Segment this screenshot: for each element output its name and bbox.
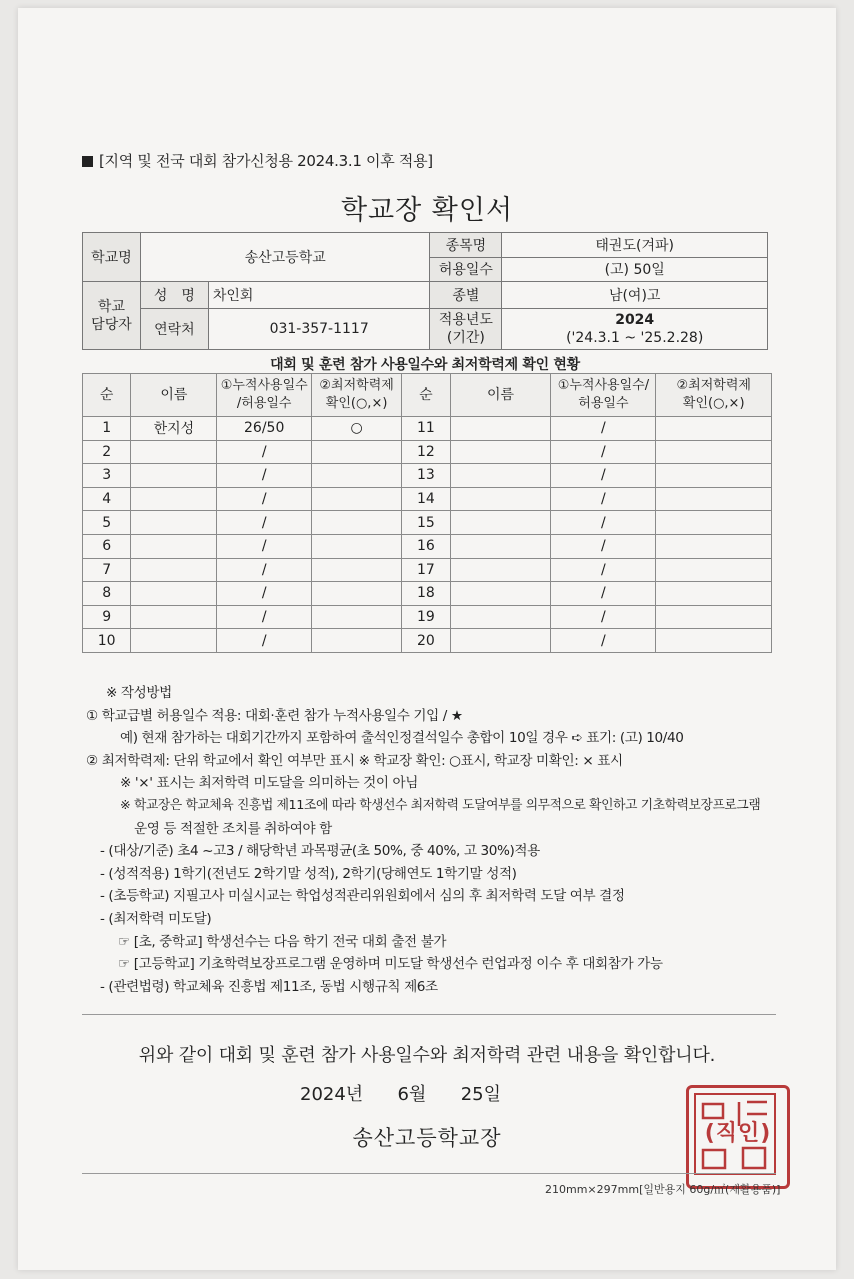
method-line: - (관련법령) 학교체육 진흥법 제11조, 동법 시행규칙 제6조 xyxy=(100,978,438,995)
name-label: 성 명 xyxy=(140,282,208,309)
method-line: - (초등학교) 지필고사 미실시교는 학업성적관리위원회에서 심의 후 최저학력 도달 여부 결정 xyxy=(100,888,625,905)
method-line: ① 학교급별 허용일수 적용: 대회·훈련 참가 누적사용일수 기입 / ★ xyxy=(86,707,463,724)
header-note xyxy=(82,150,433,171)
min-academic-check xyxy=(656,440,772,464)
student-name xyxy=(131,487,217,511)
row-number: 1 xyxy=(83,417,131,441)
used-days: / xyxy=(551,558,656,582)
date-month: 6월 xyxy=(397,1084,427,1105)
min-academic-check xyxy=(656,558,772,582)
row-number: 9 xyxy=(83,605,131,629)
min-academic-check xyxy=(656,487,772,511)
table-row xyxy=(83,487,772,511)
table-row xyxy=(83,464,772,488)
min-academic-check xyxy=(311,487,401,511)
used-days: / xyxy=(551,464,656,488)
row-number: 5 xyxy=(83,511,131,535)
allowed-days-value: (고) 50일 xyxy=(502,257,768,282)
row-number: 13 xyxy=(402,464,450,488)
document-title: 학교장 확인서 xyxy=(340,195,514,226)
table-row xyxy=(83,440,772,464)
method-line: ※ 학교장은 학교체육 진흥법 제11조에 따라 학생선수 최저학력 도달여부를 의무적으로 확인하고 기초학력보장프로그램 xyxy=(120,797,761,813)
table-row xyxy=(83,629,772,653)
school-value: 송산고등학교 xyxy=(140,233,430,282)
used-days: / xyxy=(551,582,656,606)
row-number: 7 xyxy=(83,558,131,582)
row-number: 15 xyxy=(402,511,450,535)
min-academic-check xyxy=(656,605,772,629)
row-number: 19 xyxy=(402,605,450,629)
student-name xyxy=(131,629,217,653)
min-academic-check xyxy=(311,464,401,488)
used-days: 26/50 xyxy=(217,417,312,441)
method-line: ☞ [초, 중학교] 학생선수는 다음 학기 전국 대회 출전 불가 xyxy=(118,933,447,950)
method-heading: ※ 작성방법 xyxy=(106,685,172,701)
student-name xyxy=(131,605,217,629)
table-row xyxy=(83,582,772,606)
participation-table xyxy=(82,373,772,653)
event-label: 종목명 xyxy=(430,233,502,258)
min-academic-check xyxy=(311,511,401,535)
min-academic-check xyxy=(311,534,401,558)
used-days: / xyxy=(551,629,656,653)
event-value: 태권도(겨파) xyxy=(502,233,768,258)
min-academic-check xyxy=(656,417,772,441)
category-label: 종별 xyxy=(430,282,502,309)
used-days: / xyxy=(217,629,312,653)
contact-label: 연락처 xyxy=(140,309,208,350)
period-value: ('24.3.1 ~ '25.2.28) xyxy=(566,330,704,346)
col-header: 이름 xyxy=(131,374,217,417)
used-days: / xyxy=(217,534,312,558)
confirmation-text: 위와 같이 대회 및 훈련 참가 사용일수와 최저학력 관련 내용을 확인합니다. xyxy=(138,1045,716,1066)
used-days: / xyxy=(551,417,656,441)
min-academic-check: ○ xyxy=(311,417,401,441)
col-header: ②최저학력제 확인(○,×) xyxy=(311,374,401,417)
method-line: ② 최저학력제: 단위 학교에서 확인 여부만 표시 ※ 학교장 확인: ○표시, 학교장 미확인: × 표시 xyxy=(86,752,623,769)
used-days: / xyxy=(551,440,656,464)
student-name xyxy=(131,558,217,582)
min-academic-check xyxy=(311,558,401,582)
student-name xyxy=(450,487,551,511)
min-academic-check xyxy=(656,629,772,653)
student-name xyxy=(131,440,217,464)
table-row xyxy=(83,417,772,441)
header-note-text: [지역 및 전국 대회 참가신청용 2024.3.1 이후 적용] xyxy=(99,152,433,170)
info-table xyxy=(82,232,768,350)
name-value: 차인회 xyxy=(208,282,430,309)
student-name xyxy=(450,558,551,582)
student-name xyxy=(450,511,551,535)
col-header: ②최저학력제 확인(○,×) xyxy=(656,374,772,417)
col-header: ①누적사용일수/ 허용일수 xyxy=(551,374,656,417)
row-number: 8 xyxy=(83,582,131,606)
min-academic-check xyxy=(311,582,401,606)
issue-date xyxy=(300,1080,501,1106)
row-number: 10 xyxy=(83,629,131,653)
method-line: - (최저학력 미도달) xyxy=(100,910,212,927)
school-label: 학교명 xyxy=(83,233,141,282)
used-days: / xyxy=(217,464,312,488)
col-header: ①누적사용일수 /허용일수 xyxy=(217,374,312,417)
method-line: ※ '×' 표시는 최저학력 미도달을 의미하는 것이 아님 xyxy=(120,775,418,792)
year-label: 적용년도 (기간) xyxy=(430,309,502,350)
method-line: - (성적적용) 1학기(전년도 2학기말 성적), 2학기(당해연도 1학기말 성적) xyxy=(100,865,517,882)
min-academic-check xyxy=(656,582,772,606)
table-row xyxy=(83,605,772,629)
used-days: / xyxy=(217,440,312,464)
method-line: ☞ [고등학교] 기초학력보장프로그램 운영하며 미도달 학생선수 런업과정 이수 후 대회참가 가능 xyxy=(118,956,663,973)
seal-text: (직인) xyxy=(704,1121,772,1146)
row-number: 2 xyxy=(83,440,131,464)
min-academic-check xyxy=(656,464,772,488)
min-academic-check xyxy=(311,440,401,464)
square-bullet-icon xyxy=(82,156,93,167)
col-header: 이름 xyxy=(450,374,551,417)
date-year: 2024년 xyxy=(300,1084,364,1105)
student-name xyxy=(131,534,217,558)
row-number: 4 xyxy=(83,487,131,511)
row-number: 11 xyxy=(402,417,450,441)
paper-size-note: 210mm×297mm[일반용지 60g/㎡(재활용품)] xyxy=(545,1183,781,1196)
method-line: - (대상/기준) 초4 ~고3 / 해당학년 과목평균(초 50%, 중 40%, 고 30%)적용 xyxy=(100,843,540,860)
used-days: / xyxy=(217,582,312,606)
min-academic-check xyxy=(311,605,401,629)
writing-method xyxy=(86,682,761,998)
student-name xyxy=(450,582,551,606)
table-header-row xyxy=(83,374,772,417)
table-row xyxy=(83,511,772,535)
row-number: 18 xyxy=(402,582,450,606)
used-days: / xyxy=(551,534,656,558)
section-title: 대회 및 훈련 참가 사용일수와 최저학력제 확인 현황 xyxy=(270,357,580,373)
method-line: 운영 등 적절한 조치를 취하여야 함 xyxy=(134,820,332,837)
min-academic-check xyxy=(656,511,772,535)
used-days: / xyxy=(217,605,312,629)
row-number: 20 xyxy=(402,629,450,653)
row-number: 14 xyxy=(402,487,450,511)
student-name: 한지성 xyxy=(131,417,217,441)
student-name xyxy=(450,534,551,558)
principal-name: 송산고등학교장 xyxy=(352,1126,502,1150)
student-name xyxy=(450,464,551,488)
contact-value: 031-357-1117 xyxy=(208,309,430,350)
col-header: 순 xyxy=(402,374,450,417)
min-academic-check xyxy=(656,534,772,558)
col-header: 순 xyxy=(83,374,131,417)
row-number: 12 xyxy=(402,440,450,464)
row-number: 16 xyxy=(402,534,450,558)
row-number: 6 xyxy=(83,534,131,558)
table-row xyxy=(83,558,772,582)
student-name xyxy=(450,417,551,441)
manager-label: 학교 담당자 xyxy=(83,282,141,350)
row-number: 3 xyxy=(83,464,131,488)
student-name xyxy=(450,605,551,629)
used-days: / xyxy=(217,487,312,511)
student-name xyxy=(131,464,217,488)
date-day: 25일 xyxy=(460,1084,502,1105)
method-line: 예) 현재 참가하는 대회기간까지 포함하여 출석인정결석일수 총합이 10일 경우 ➪ 표기: (고) 10/40 xyxy=(120,730,684,747)
min-academic-check xyxy=(311,629,401,653)
row-number: 17 xyxy=(402,558,450,582)
student-name xyxy=(450,629,551,653)
year-value: 2024 xyxy=(615,312,655,328)
student-name xyxy=(131,511,217,535)
category-value: 남(여)고 xyxy=(502,282,768,309)
table-row xyxy=(83,534,772,558)
student-name xyxy=(450,440,551,464)
used-days: / xyxy=(217,511,312,535)
allowed-days-label: 허용일수 xyxy=(430,257,502,282)
used-days: / xyxy=(217,558,312,582)
used-days: / xyxy=(551,487,656,511)
divider xyxy=(82,1173,776,1174)
used-days: / xyxy=(551,511,656,535)
year-cell xyxy=(502,309,768,350)
student-name xyxy=(131,582,217,606)
used-days: / xyxy=(551,605,656,629)
divider xyxy=(82,1014,776,1015)
